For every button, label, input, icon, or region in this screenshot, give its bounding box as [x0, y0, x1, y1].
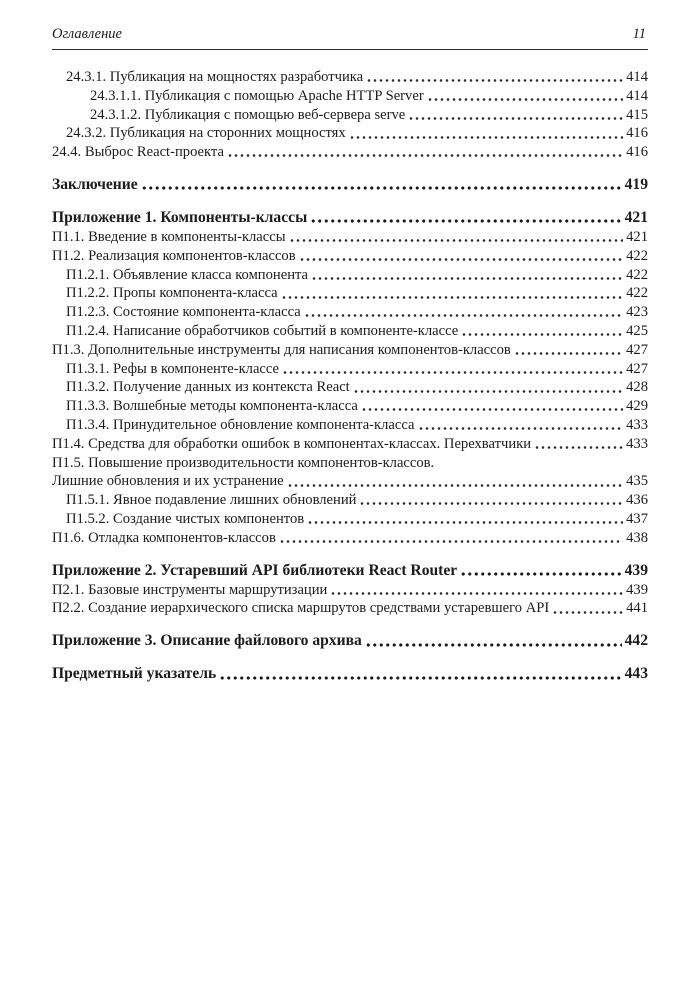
toc-entry-page: 436: [626, 492, 648, 509]
toc-entry: [52, 360, 648, 379]
toc-entry-page: 427: [626, 360, 648, 377]
dot-leader: [461, 322, 623, 341]
toc-entry-page: 429: [626, 398, 648, 415]
dot-leader: [408, 106, 623, 125]
toc-entry: [52, 472, 648, 491]
dot-leader: [299, 247, 623, 266]
toc-entry-page: 414: [626, 87, 648, 104]
toc-entry: [52, 454, 648, 473]
toc-entry: [52, 599, 648, 618]
toc-entry-title: П1.3.1. Рефы в компоненте-классе: [66, 360, 280, 377]
toc-entry: [52, 68, 648, 87]
toc-entry-page: 422: [626, 285, 648, 302]
dot-leader: [281, 284, 624, 303]
toc-entry: [52, 561, 648, 581]
dot-leader: [282, 360, 623, 379]
toc-entry-title: П1.2.2. Пропы компонента-класса: [66, 285, 278, 302]
dot-leader: [361, 397, 623, 416]
toc-entry: [52, 581, 648, 600]
toc-entry-title: П1.5.2. Создание чистых компонентов: [66, 510, 305, 527]
toc-entry: [52, 416, 648, 435]
toc-entry: [52, 435, 648, 454]
toc-entry-page: 438: [626, 529, 648, 546]
toc-entry-title: 24.4. Выброс React-проекта: [52, 144, 224, 161]
table-of-contents: [52, 68, 648, 684]
dot-leader: [141, 175, 622, 195]
toc-entry: [52, 228, 648, 247]
dot-leader: [418, 416, 624, 435]
toc-entry-page: 421: [626, 228, 648, 245]
toc-entry-title: П1.2.4. Написание обработчиков событий в компоненте-классе: [66, 322, 459, 339]
header-rule: [52, 49, 648, 50]
dot-leader: [365, 631, 622, 651]
toc-entry-page: 439: [624, 561, 648, 579]
toc-entry: [52, 397, 648, 416]
dot-leader: [349, 124, 623, 143]
toc-entry-page: 422: [626, 266, 648, 283]
toc-entry-title: Приложение 1. Компоненты-классы: [52, 208, 308, 226]
running-head-page-number: 11: [632, 26, 646, 42]
toc-entry-title: 24.3.1. Публикация на мощностях разработчика: [66, 69, 364, 85]
toc-entry-page: 425: [626, 322, 648, 339]
toc-entry: [52, 247, 648, 266]
running-head-title: Оглавление: [52, 26, 122, 42]
toc-entry-title: П1.1. Введение в компоненты-классы: [52, 228, 286, 245]
toc-entry-title: 24.3.2. Публикация на сторонних мощностях: [66, 125, 346, 142]
toc-entry-page: 443: [624, 665, 648, 683]
toc-entry-title: П1.2. Реализация компонентов-классов: [52, 247, 296, 264]
toc-entry: [52, 143, 648, 162]
toc-entry-page: 423: [626, 304, 648, 321]
toc-entry: [52, 208, 648, 228]
toc-entry-page: 439: [626, 581, 648, 598]
toc-entry-page: 415: [626, 106, 648, 123]
toc-entry-page: 437: [626, 510, 648, 527]
toc-entry-title: П1.3. Дополнительные инструменты для написания компонентов-классов: [52, 341, 511, 358]
dot-leader: [514, 341, 623, 360]
toc-entry: [52, 175, 648, 195]
toc-entry-title: П1.4. Средства для обработки ошибок в компонентах-классах. Перехватчики: [52, 435, 532, 452]
toc-entry-title: П1.5.1. Явное подавление лишних обновлений: [66, 492, 357, 509]
running-head: [52, 26, 648, 47]
toc-entry-title: П2.2. Создание иерархического списка маршрутов средствами устаревшего API: [52, 600, 550, 617]
toc-entry: [52, 341, 648, 360]
dot-leader: [219, 664, 621, 684]
dot-leader: [304, 303, 623, 322]
toc-entry: [52, 266, 648, 285]
dot-leader: [287, 472, 623, 491]
dot-leader: [310, 208, 621, 228]
toc-entry: [52, 510, 648, 529]
toc-entry-title: П1.3.2. Получение данных из контекста React: [66, 379, 350, 396]
toc-entry: [52, 529, 648, 548]
toc-entry-page: 421: [624, 208, 648, 226]
dot-leader: [534, 435, 623, 454]
toc-entry-page: 414: [626, 69, 648, 85]
dot-leader: [330, 581, 623, 600]
toc-entry-title: Заключение: [52, 175, 138, 193]
toc-entry-title: Приложение 3. Описание файлового архива: [52, 632, 362, 650]
dot-leader: [460, 561, 621, 581]
toc-entry-page: 441: [626, 600, 648, 617]
toc-entry: [52, 87, 648, 106]
toc-entry: [52, 124, 648, 143]
dot-leader: [427, 87, 623, 106]
toc-entry: [52, 491, 648, 510]
toc-entry-page: 416: [626, 125, 648, 142]
dot-leader: [307, 510, 623, 529]
toc-entry: [52, 664, 648, 684]
toc-entry-title: П1.2.1. Объявление класса компонента: [66, 266, 309, 283]
toc-entry: [52, 303, 648, 322]
dot-leader: [227, 143, 623, 162]
toc-entry-title: 24.3.1.1. Публикация с помощью Apache HTTP Server: [90, 87, 424, 104]
toc-entry-page: 442: [624, 632, 648, 650]
toc-entry-title: Предметный указатель: [52, 665, 217, 683]
toc-entry-page: 433: [626, 416, 648, 433]
toc-entry-title: П2.1. Базовые инструменты маршрутизации: [52, 581, 328, 598]
toc-entry: [52, 631, 648, 651]
toc-entry-page: 419: [624, 175, 648, 193]
dot-leader: [289, 228, 624, 247]
toc-entry-title: П1.5. Повышение производительности компонентов-классов.: [52, 454, 435, 471]
dot-leader: [279, 529, 623, 548]
toc-entry-page: 433: [626, 435, 648, 452]
toc-entry-title: Приложение 2. Устаревший API библиотеки React Router: [52, 561, 458, 579]
dot-leader: [359, 491, 623, 510]
toc-entry-title: П1.6. Отладка компонентов-классов: [52, 529, 276, 546]
dot-leader: [311, 266, 623, 285]
dot-leader: [552, 599, 623, 618]
dot-leader: [353, 378, 623, 397]
toc-entry-page: 428: [626, 379, 648, 396]
toc-entry-title: Лишние обновления и их устранение: [52, 473, 284, 490]
toc-entry-title: П1.2.3. Состояние компонента-класса: [66, 304, 301, 321]
toc-entry-page: 416: [626, 144, 648, 161]
toc-entry-title: П1.3.4. Принудительное обновление компонента-класса: [66, 416, 415, 433]
dot-leader: [366, 68, 623, 87]
toc-entry-page: 422: [626, 247, 648, 264]
toc-entry-title: 24.3.1.2. Публикация с помощью веб-сервера serve: [90, 106, 406, 123]
toc-entry: [52, 284, 648, 303]
toc-entry-page: 427: [626, 341, 648, 358]
toc-entry: [52, 106, 648, 125]
toc-entry-page: 435: [626, 473, 648, 490]
toc-entry: [52, 378, 648, 397]
toc-entry-title: П1.3.3. Волшебные методы компонента-класса: [66, 398, 358, 415]
toc-entry: [52, 322, 648, 341]
